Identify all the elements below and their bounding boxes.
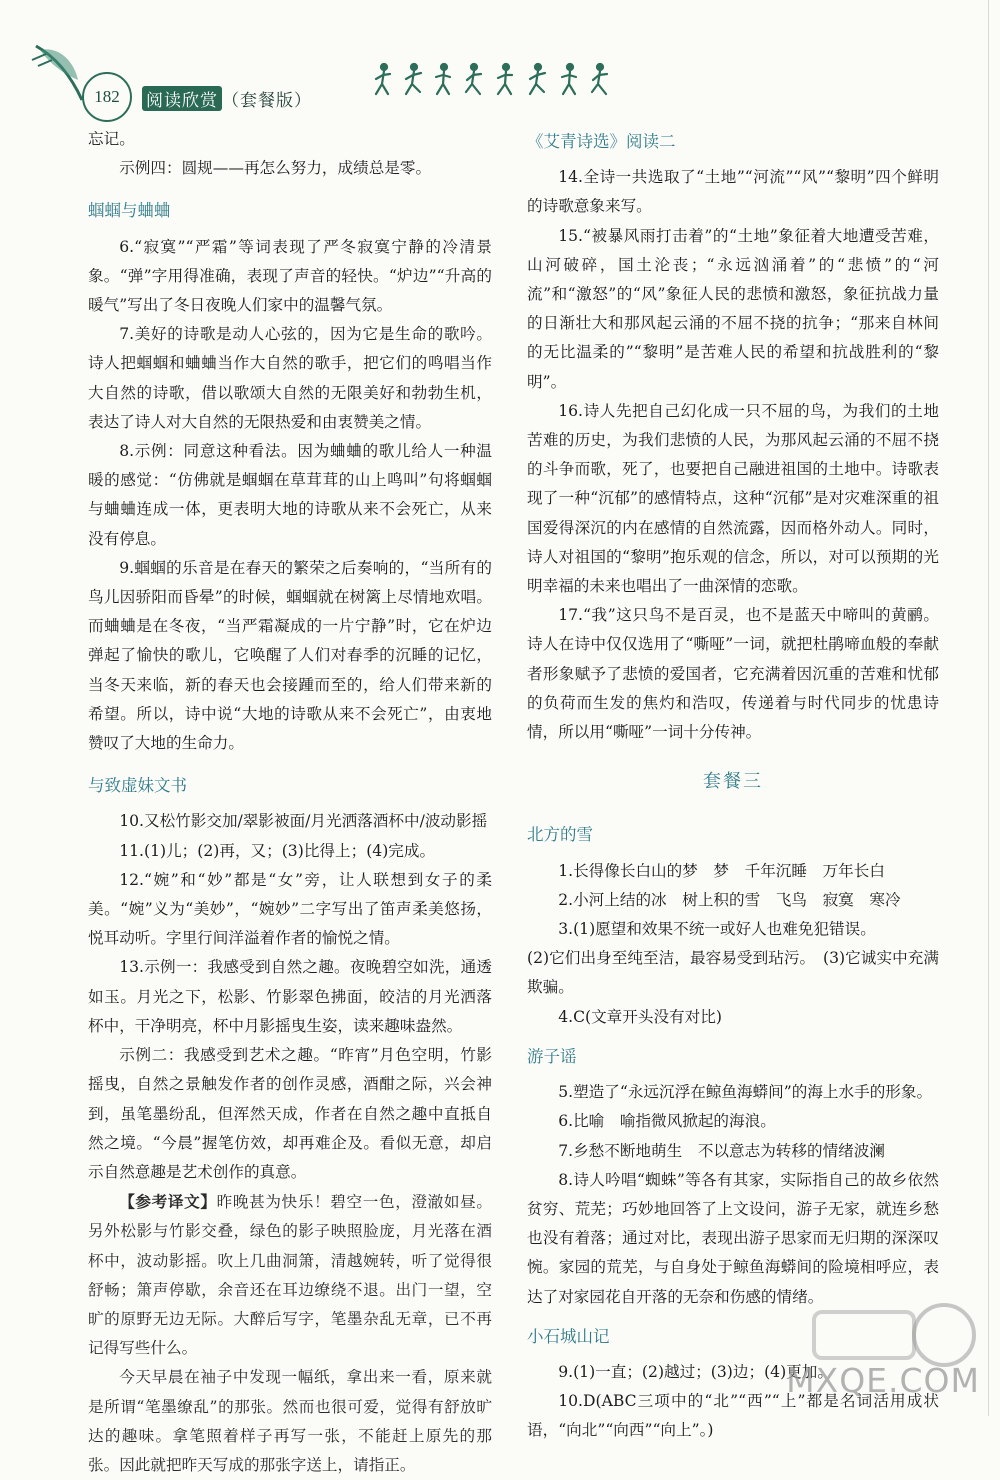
running-figures-icon xyxy=(370,60,650,100)
section-heading: 小石城山记 xyxy=(527,1326,610,1346)
answer-10: 10.D(ABC三项中的“北”“西”“上”都是名词活用成状语，“向北”“向西”“向上”。) xyxy=(527,1392,939,1440)
right-column xyxy=(527,125,939,1446)
continuation-text: 忘记。 xyxy=(88,130,135,148)
answer-7: 7.美好的诗歌是动人心弦的，因为它是生命的歌吟。诗人把蝈蝈和蛐蛐当作大自然的歌手，把它们的鸣唱当作大自然的诗歌，借以歌颂大自然的无限美好和勃勃生机，表达了诗人对大自然的无限热爱和由衷赞美之情。 xyxy=(88,325,492,431)
answer-3: 3.(1)愿望和效果不统一或好人也难免犯错误。 xyxy=(558,920,876,939)
answer-6: 6.“寂寞”“严霜”等词表现了严冬寂寞宁静的冷清景象。“弹”字用得准确，表现了声音的轻快。“炉边”“升高的暖气”写出了冬日夜晚人们家中的温馨气氛。 xyxy=(88,237,492,315)
answer-2: 2.小河上结的冰 树上积的雪 飞鸟 寂寞 寒冷 xyxy=(558,890,901,909)
package-title: 套餐三 xyxy=(703,771,763,793)
translation-text-2: 今天早晨在袖子中发现一幅纸，拿出来一看，原来就是所谓“笔墨缭乱”的那张。然而也很可爱，觉得有舒放旷达的趣味。拿笔照着样子再写一张，不能赶上原先的那张。因此就把昨天写成的那张字送上，请指正。 xyxy=(88,1368,492,1474)
answer-9: 9.(1)一直；(2)越过；(3)边；(4)更加。 xyxy=(558,1362,833,1381)
answer-1: 1.长得像长白山的梦 梦 千年沉睡 万年长白 xyxy=(558,861,885,880)
answer-12: 12.“婉”和“妙”都是“女”旁，让人联想到女子的柔美。“婉”义为“美妙”，“婉妙”二字写出了笛声柔美悠扬，悦耳动听。字里行间洋溢着作者的愉悦之情。 xyxy=(88,870,492,948)
series-title xyxy=(142,86,312,111)
section-heading: 蝈蝈与蛐蛐 xyxy=(88,201,171,221)
section-heading: 《艾青诗选》阅读二 xyxy=(527,132,676,151)
answer-8: 8.诗人吟唱“蜘蛛”等各有其家，实际指自己的故乡依然贫穷、荒芜；巧妙地回答了上文设问，游子无家，就连乡愁也没有着落；通过对比，表现出游子思家而无归期的深深叹惋。家园的荒芜，与自身处于鲸鱼海蟒间的险境相呼应，表达了对家园花自开落的无奈和伤感的情绪。 xyxy=(527,1170,939,1306)
answer-17: 17.“我”这只鸟不是百灵，也不是蓝天中啼叫的黄鹂。诗人在诗中仅仅选用了“嘶哑”一词，就把杜鹃啼血般的奉献者形象赋予了悲愤的爱国者，它充满着因沉重的苦难和忧郁的负荷而生发的焦灼和浩叹，传递着与时代同步的忧患诗情，所以用“嘶哑”一词十分传神。 xyxy=(527,606,939,742)
answer-13-example-2: 示例二：我感受到艺术之趣。“昨宵”月色空明，竹影摇曳，自然之景触发作者的创作灵感，酒酣之际，兴会神到，虽笔墨纷乱，但浑然天成，作者在自然之趣中直抵自然之境。“今晨”握笔仿效，却再难企及。看似无意，却启示自然意趣是艺术创作的真意。 xyxy=(88,1046,492,1181)
answer-3-cont: (2)它们出身至纯至洁，最容易受到玷污。 (3)它诚实中充满欺骗。 xyxy=(527,949,939,997)
answer-6: 6.比喻 喻指微风掀起的海浪。 xyxy=(558,1112,776,1131)
series-badge: 阅读欣赏 xyxy=(142,86,222,111)
answer-16: 16.诗人先把自己幻化成一只不屈的鸟，为我们的土地苦难的历史，为我们悲愤的人民，为那风起云涌的不屈不挠的斗争而歌，死了，也要把自己融进祖国的土地中。诗歌表现了一种“沉郁”的感情特点，这种“沉郁”是对灾难深重的祖国爱得深沉的内在感情的自然流露，因而格外动人。同时，诗人对祖国的“黎明”抱乐观的信念，所以，对可以预期的光明幸福的未来也唱出了一曲深情的恋歌。 xyxy=(527,401,939,596)
example-four: 示例四：圆规——再怎么努力，成绩总是零。 xyxy=(119,159,432,178)
answer-7: 7.乡愁不断地萌生 不以意志为转移的情绪波澜 xyxy=(558,1141,885,1160)
edition-label: （套餐版） xyxy=(222,91,312,111)
answer-9: 9.蝈蝈的乐音是在春天的繁荣之后奏响的，“当所有的鸟儿因骄阳而昏晕”的时候，蝈蝈就在树篱上尽情地欢唱。而蛐蛐是在冬夜，“当严霜凝成的一片宁静”时，它在炉边弹起了愉快的歌儿，它唤醒了人们对春季的沉睡的记忆，当冬天来临，新的春天也会接踵而至的，给人们带来新的希望。所以，诗中说“大地的诗歌从来不会死亡”，由衷地赞叹了大地的生命力。 xyxy=(88,558,492,753)
page-number: 182 xyxy=(82,72,132,122)
answer-4: 4.C(文章开头没有对比) xyxy=(558,1007,722,1026)
answer-15: 15.“被暴风雨打击着”的“土地”象征着大地遭受苦难，山河破碎，国土沦丧；“永远汹涌着”的“悲愤”的“河流”和“激怒”的“风”象征人民的悲愤和激怒，象征抗战力量的日渐壮大和那风起云涌的不屈不挠的抗争；“那来自林间的无比温柔的”“黎明”是苦难人民的希望和抗战胜利的“黎明”。 xyxy=(527,226,939,391)
section-heading: 北方的雪 xyxy=(527,825,593,845)
scan-edge-line xyxy=(988,0,990,1416)
watermark-text: MXQE.COM xyxy=(786,1361,980,1400)
translation-label: 【参考译文】 xyxy=(119,1192,217,1212)
page-header xyxy=(30,40,670,110)
answer-8: 8.示例：同意这种看法。因为蛐蛐的歌儿给人一种温暖的感觉：“仿佛就是蝈蝈在草茸茸的山上鸣叫”句将蝈蝈与蛐蛐连成一体，更表明大地的诗歌从来不会死亡，从来没有停息。 xyxy=(88,442,492,548)
watermark xyxy=(694,1290,994,1410)
section-heading: 与致虚妹文书 xyxy=(88,776,187,796)
answer-13-example-1: 13.示例一：我感受到自然之趣。夜晚碧空如洗，通透如玉。月光之下，松影、竹影翠色拂面，皎洁的月光洒落杯中，干净明亮，杯中月影摇曳生姿，读来趣味盎然。 xyxy=(88,958,492,1035)
section-heading: 游子谣 xyxy=(527,1046,577,1066)
answer-5: 5.塑造了“永远沉浮在鲸鱼海蟒间”的海上水手的形象。 xyxy=(558,1083,933,1102)
translation-text-1: 昨晚甚为快乐！碧空一色，澄澈如昼。另外松影与竹影交叠，绿色的影子映照脸庞，月光落在酒杯中，波动影摇。吹上几曲洞箫，清越婉转，听了觉得很舒畅；箫声停歇，余音还在耳边缭绕不退。出门一望，空旷的原野无边无际。大醉后写字，笔墨杂乱无章，已不再记得写些什么。 xyxy=(88,1193,492,1358)
reference-translation xyxy=(88,1187,492,1363)
answer-10: 10.又松竹影交加/翠影被面/月光洒落酒杯中/波动影摇 xyxy=(119,812,488,831)
left-column xyxy=(88,125,492,1480)
answer-14: 14.全诗一共选取了“土地”“河流”“风”“黎明”四个鲜明的诗歌意象来写。 xyxy=(527,168,939,216)
answer-11: 11.(1)儿；(2)再，又；(3)比得上；(4)完成。 xyxy=(119,841,436,860)
